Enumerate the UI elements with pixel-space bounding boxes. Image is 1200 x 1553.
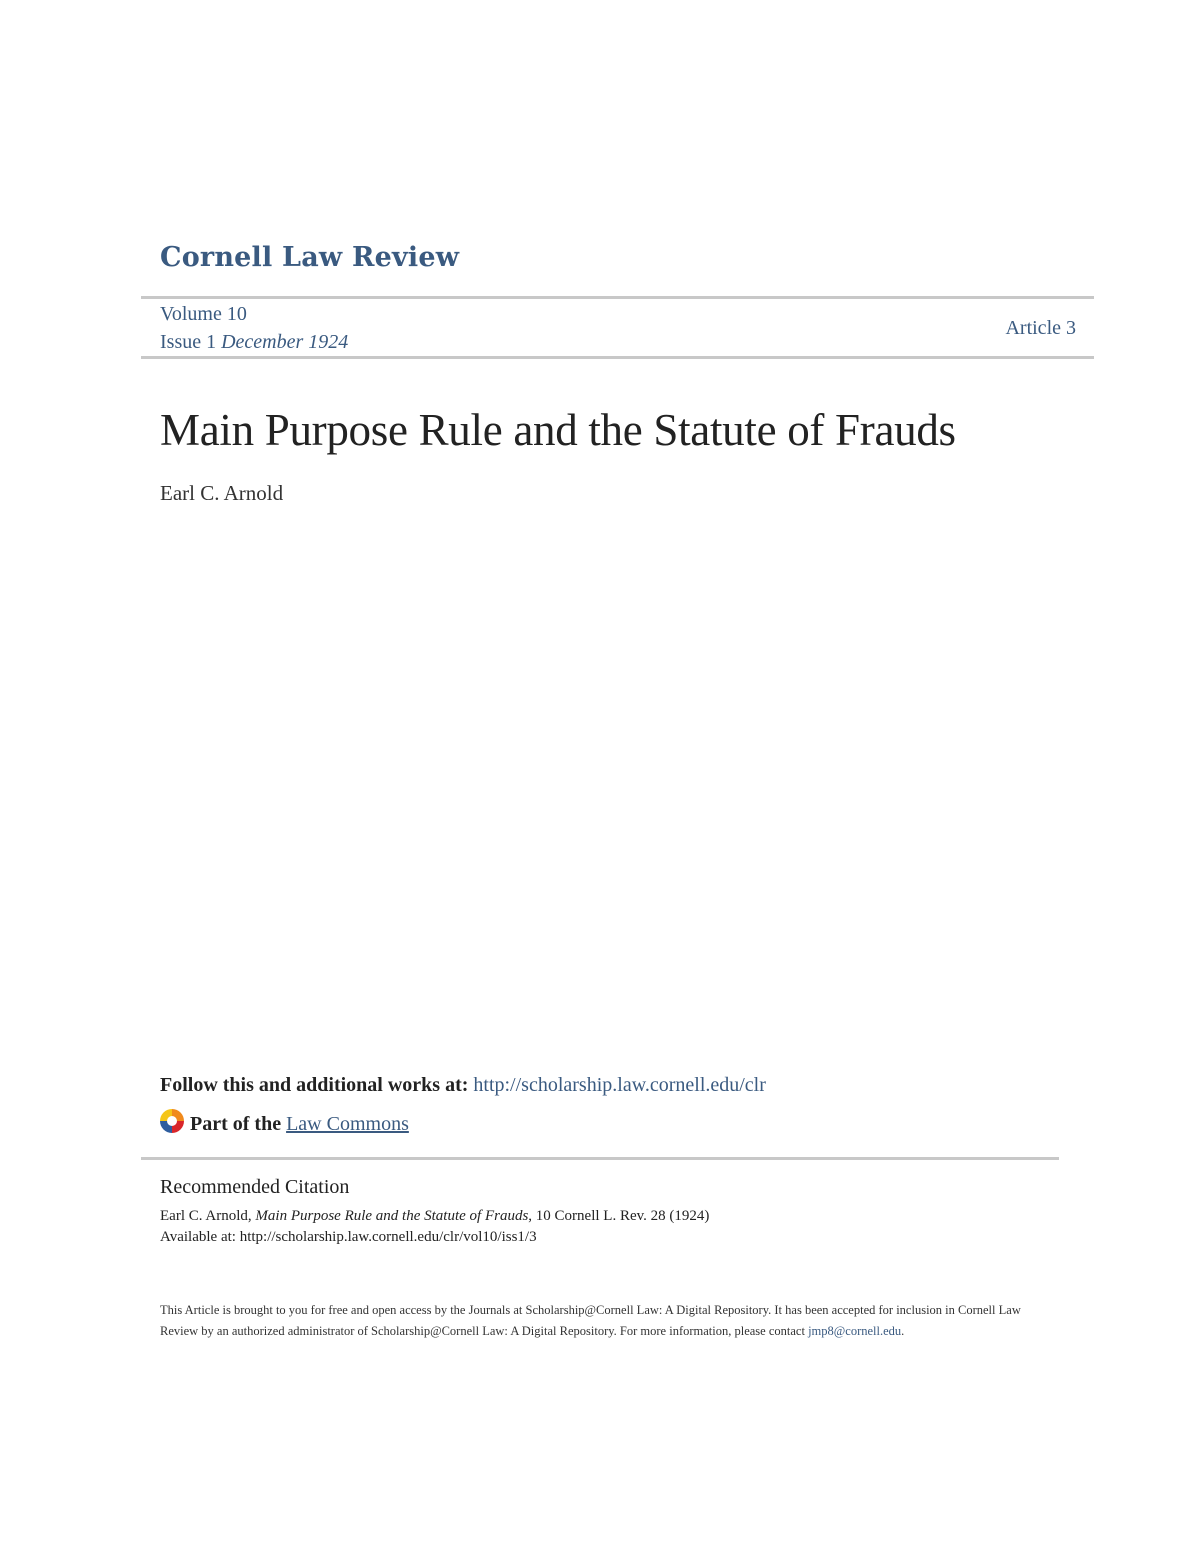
issue-date: December 1924 [221, 331, 349, 353]
citation-title: Main Purpose Rule and the Statute of Frauds [255, 1208, 529, 1224]
issue-link[interactable]: Issue 1 [160, 331, 217, 353]
article-number-link[interactable]: Article 3 [1005, 317, 1076, 339]
issue-line [160, 331, 348, 354]
header-divider-top [141, 296, 1094, 299]
contact-email-link[interactable]: jmp8@cornell.edu [808, 1324, 902, 1338]
author-name[interactable]: Earl C. Arnold [160, 481, 284, 505]
bepress-logo-icon [158, 1107, 186, 1141]
law-commons-link[interactable]: Law Commons [286, 1112, 409, 1135]
access-notice-text: This Article is brought to you for free and open access by the Journals at Scholarship@Cornell Law: A Digital Repository. It has been accepted for inclusion in Cornell Law Review by an authorized administrator of Scholarship@Cornell Law: A Digital Repository. For more information, please contact [160, 1303, 1021, 1338]
follow-line [160, 1074, 766, 1097]
part-of-label: Part of the [190, 1112, 282, 1135]
follow-url-link[interactable]: http://scholarship.law.cornell.edu/clr [473, 1074, 766, 1096]
citation-divider [141, 1157, 1059, 1160]
part-of-line [158, 1107, 409, 1141]
access-notice-end: . [901, 1324, 905, 1338]
volume-link[interactable]: Volume 10 [160, 303, 247, 325]
follow-label: Follow this and additional works at: [160, 1074, 469, 1096]
citation-available[interactable]: Available at: http://scholarship.law.cornell.edu/clr/vol10/iss1/3 [160, 1229, 537, 1245]
article-title: Main Purpose Rule and the Statute of Frauds [160, 405, 956, 455]
citation-author: Earl C. Arnold, [160, 1208, 252, 1224]
citation-text [160, 1208, 709, 1225]
access-notice [160, 1300, 1040, 1342]
header-divider-bottom [141, 356, 1094, 359]
citation-source: , 10 Cornell L. Rev. 28 (1924) [528, 1208, 710, 1224]
journal-title[interactable]: Cornell Law Review [160, 242, 460, 273]
citation-heading: Recommended Citation [160, 1176, 350, 1198]
